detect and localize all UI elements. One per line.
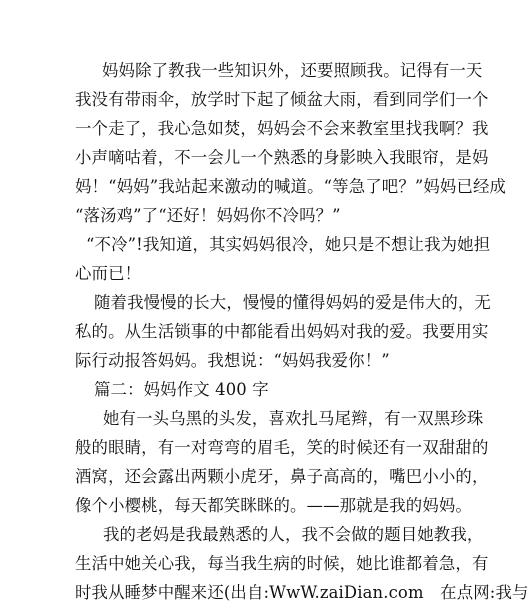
paragraph-5-line-1: 我的老妈是我最熟悉的人，我不会做的题目她教我， <box>103 525 484 544</box>
paragraph-4-line-3: 酒窝，还会露出两颗小虎牙，鼻子高高的，嘴巴小小的， <box>75 467 489 486</box>
paragraph-1-line-1: 妈妈除了教我一些知识外，还要照顾我。记得有一天 <box>102 61 483 80</box>
paragraph-2-line-1: “不冷”!我知道，其实妈妈很冷，她只是不想让我为她担 <box>86 235 491 254</box>
paragraph-1-line-2: 我没有带雨伞，放学时下起了倾盆大雨，看到同学们一个 <box>75 90 489 109</box>
section-heading: 篇二：妈妈作文 400 字 <box>94 380 269 399</box>
paragraph-4-line-4: 像个小樱桃，每天都笑眯眯的。——那就是我的妈妈。 <box>75 496 472 515</box>
paragraph-4-line-2: 般的眼睛，有一对弯弯的眉毛，笑的时候还有一双甜甜的 <box>75 438 489 457</box>
paragraph-1-line-4: 小声嘀咕着，不一会儿一个熟悉的身影映入我眼帘，是妈 <box>75 148 489 167</box>
paragraph-4-line-1: 她有一头乌黑的头发，喜欢扎马尾辫，有一双黑珍珠 <box>103 409 484 428</box>
paragraph-1-line-6: “落汤鸡”了“还好！妈妈你不冷吗？” <box>75 206 341 225</box>
paragraph-1-line-5: 妈！“妈妈”我站起来激动的喊道。“等急了吧？”妈妈已经成 <box>75 177 507 196</box>
paragraph-5-line-3: 时我从睡梦中醒来还(出自:WwW.zaiDian.com 在点网:我与 <box>75 583 529 602</box>
paragraph-1-line-3: 一个走了，我心急如焚，妈妈会不会来教室里找我啊？我 <box>75 119 489 138</box>
paragraph-5-line-2: 生活中她关心我，每当我生病的时候，她比谁都着急，有 <box>75 554 489 573</box>
paragraph-2-line-2: 心而已！ <box>75 264 142 283</box>
paragraph-3-line-2: 私的。从生活锁事的中都能看出妈妈对我的爱。我要用实 <box>75 322 489 341</box>
paragraph-3-line-1: 随着我慢慢的长大，慢慢的懂得妈妈的爱是伟大的，无 <box>94 293 491 312</box>
paragraph-3-line-3: 际行动报答妈妈。我想说：“妈妈我爱你！” <box>75 351 390 370</box>
